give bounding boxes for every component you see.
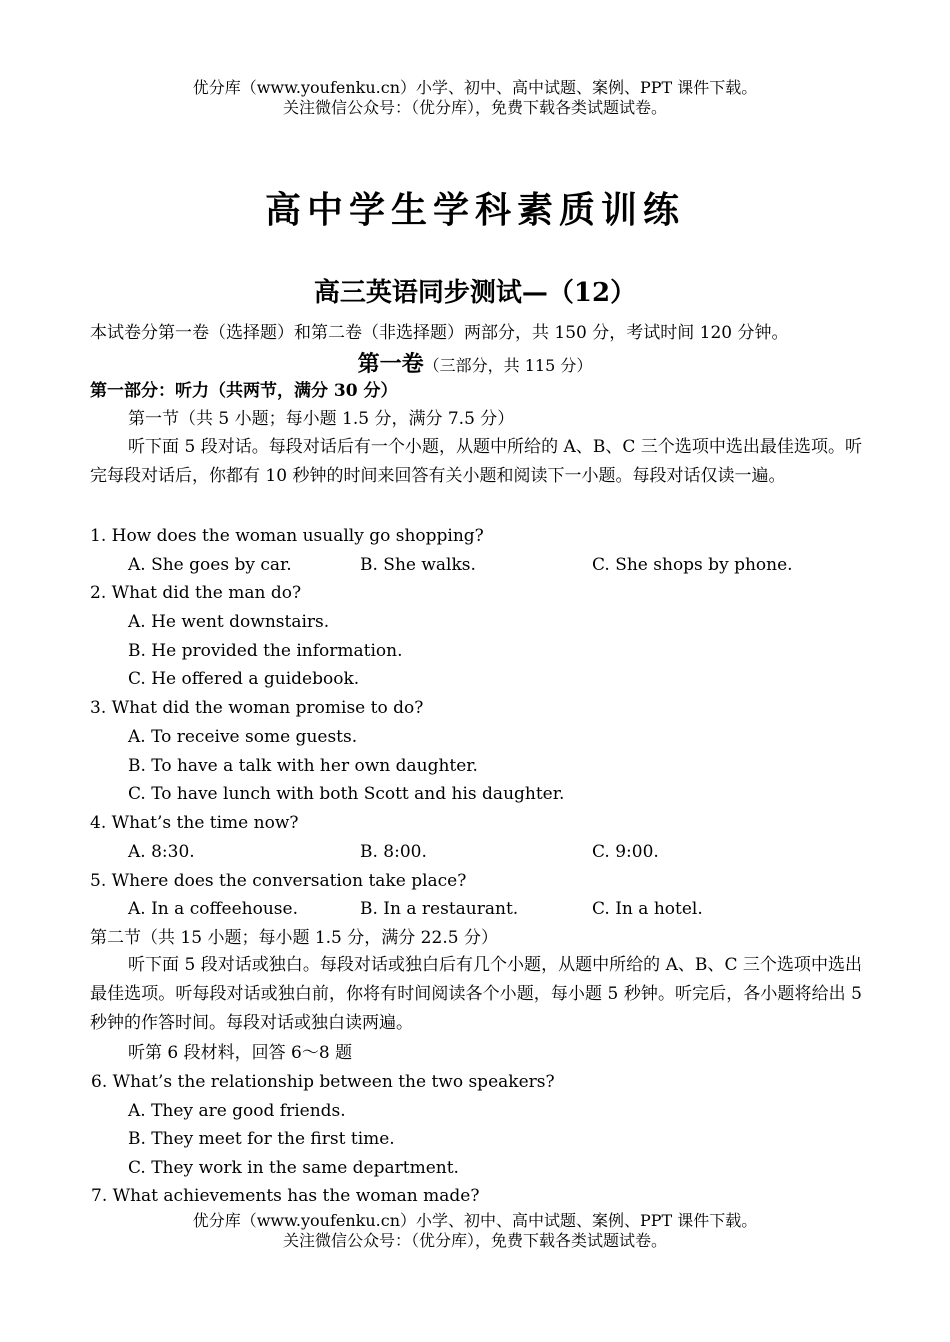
volume-name: 第一卷 [357,351,424,377]
q2-option-a: A. He went downstairs. [128,612,330,632]
q3-option-a: A. To receive some guests. [128,727,358,747]
material-6-note: 听第 6 段材料，回答 6～8 题 [128,1043,353,1063]
header-line-1: 优分库（www.youfenku.cn）小学、初中、高中试题、案例、PPT 课件下载。 [192,78,758,97]
q3-option-c: C. To have lunch with both Scott and his daughter. [128,784,565,804]
volume-note: （三部分，共 115 分） [423,356,593,375]
q2-option-b: B. He provided the information. [128,641,403,661]
q1-option-b: B. She walks. [360,555,476,575]
volume-heading [0,347,950,378]
q6-stem: 6. What’s the relationship between the two speakers? [91,1072,555,1092]
q5-stem: 5. Where does the conversation take place? [90,871,467,891]
q4-option-c: C. 9:00. [592,842,659,862]
q4-stem: 4. What’s the time now? [90,813,299,833]
q2-stem: 2. What did the man do? [90,583,302,603]
intro-text: 本试卷分第一卷（选择题）和第二卷（非选择题）两部分，共 150 分，考试时间 120 分钟。 [90,323,789,343]
q5-option-c: C. In a hotel. [592,899,703,919]
section2-heading: 第二节（共 15 小题；每小题 1.5 分，满分 22.5 分） [90,928,498,948]
q5-option-a: A. In a coffeehouse. [128,899,298,919]
q2-option-c: C. He offered a guidebook. [128,669,360,689]
q3-stem: 3. What did the woman promise to do? [90,698,424,718]
q1-option-a: A. She goes by car. [128,555,292,575]
q7-stem: 7. What achievements has the woman made? [91,1186,480,1206]
q4-option-a: A. 8:30. [128,842,195,862]
q1-stem: 1. How does the woman usually go shopping? [90,526,484,546]
section2-instruction: 听下面 5 段对话或独白。每段对话或独白后有几个小题，从题中所给的 A、B、C 三个选项中选出最佳选项。听每段对话或独白前，你将有时间阅读各个小题，每小题 5 秒钟。听完后，各小题将给出 5 秒钟的作答时间。每段对话或独白读两遍。 [90,955,862,1033]
page-title: 高中学生学科素质训练 [264,190,685,231]
test-subtitle: 高三英语同步测试—（12） [313,278,637,308]
section1-instruction: 听下面 5 段对话。每段对话后有一个小题，从题中所给的 A、B、C 三个选项中选出最佳选项。听完每段对话后，你都有 10 秒钟的时间来回答有关小题和阅读下一小题。每段对话仅读一遍。 [90,437,862,486]
footer-line-1: 优分库（www.youfenku.cn）小学、初中、高中试题、案例、PPT 课件下载。 [192,1211,758,1230]
q6-option-a: A. They are good friends. [128,1101,346,1121]
footer-line-2: 关注微信公众号：（优分库），免费下载各类试题试卷。 [282,1231,667,1250]
q6-option-c: C. They work in the same department. [128,1158,459,1178]
q1-option-c: C. She shops by phone. [592,555,793,575]
header-line-2: 关注微信公众号：（优分库），免费下载各类试题试卷。 [282,98,667,117]
q6-option-b: B. They meet for the first time. [128,1129,395,1149]
q5-option-b: B. In a restaurant. [360,899,519,919]
part1-heading: 第一部分：听力（共两节，满分 30 分） [90,381,398,401]
q4-option-b: B. 8:00. [360,842,427,862]
section1-heading: 第一节（共 5 小题；每小题 1.5 分，满分 7.5 分） [128,409,515,429]
q3-option-b: B. To have a talk with her own daughter. [128,756,478,776]
